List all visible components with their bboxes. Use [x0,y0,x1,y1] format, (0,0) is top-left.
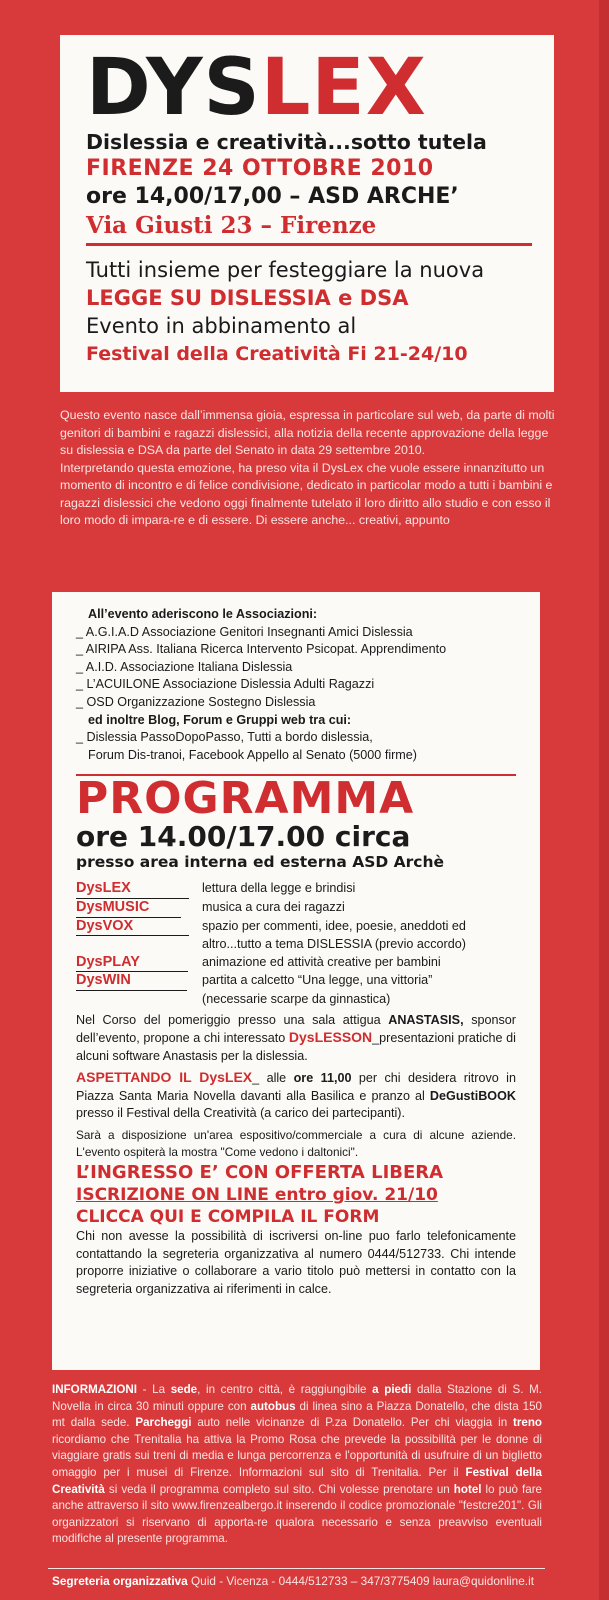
program-item-key: DysPLAY [76,954,188,973]
program-item-desc: animazione ed attività creative per bambini [202,954,441,969]
dyslesson-paragraph: Nel Corso del pomeriggio presso una sala attigua ANASTASIS, sponsor dell’evento, propone a chi interessato DysLESSON_presentazioni pratiche di alcuni software Anastasis per la dislessia. [76,1012,516,1063]
program-item-key: DysLEX [76,880,189,899]
program-item-key: DysVOX [76,918,189,937]
event-time: ore 14,00/17,00 – ASD ARCHE’ [86,184,459,209]
program-item-dysplay [76,954,522,973]
info-paragraph: INFORMAZIONI - La sede, in centro città, è raggiungibile a piedi dalla Stazione di S. M. Novella in circa 30 minuti oppure con autobus di linea sino a Piazza Donatello, che dista 150 mt dalla sede. Parcheggi auto nelle vicinanze di P.za Donatello. Per chi viaggia in treno ricordiamo che Trenitalia ha attiva la Promo Rosa che prevede la possibilità per le donne di viaggiare gratis sui treni di media e lunga percorrenza e l'opportunità di usufruire di un biglietto omaggio per i musei di Firenze. Informazioni sul sito di Trenitalia. Per il Festival della Creatività si veda il programma completo sul sito. Chi volesse prenotare un hotel lo può fare anche attraverso il sito www.firenzealbergo.it inserendo il codice promozionale "festcre201". Gli organizzatori si riservano di apporta-re qualora necessario e senza preavviso eventuali modifiche al presente programma. [52,1383,543,1546]
footer-divider [48,1568,545,1569]
header-box [60,35,554,392]
iscrizione-link[interactable]: ISCRIZIONE ON LINE entro giov. 21/10 [76,1185,438,1206]
associations-heading: All’evento aderiscono le Associazioni: [88,607,318,621]
clicca-form-link[interactable]: CLICCA QUI E COMPILA IL FORM [76,1207,380,1228]
event-date: FIRENZE 24 OTTOBRE 2010 [86,156,434,181]
expo-paragraph: Sarà a disposizione un'area espositivo/commerciale a cura di alcune aziende. L'evento ospiterà la mostra "Come vedono i daltonici". [76,1128,516,1159]
program-item-desc-cont: altro...tutto a tema DISLESSIA (previo accordo) [202,937,466,952]
program-box [52,592,540,1370]
program-item-desc: lettura della legge e brindisi [202,881,356,896]
program-item-desc-cont: (necessarie scarpe da ginnastica) [202,991,391,1006]
association-item: _ OSD Organizzazione Sostegno Dislessia [76,694,316,709]
ingresso-notice: L’INGRESSO E’ CON OFFERTA LIBERA [76,1162,444,1184]
program-item-desc: partita a calcetto “Una legge, una vittoria” [202,973,433,988]
header-line-1: Tutti insieme per festeggiare la nuova [86,258,485,282]
aspettando-paragraph: ASPETTANDO IL DysLEX_ alle ore 11,00 per chi desidera ritrovo in Piazza Santa Maria Novella davanti alla Basilica e pranzo al DeGustiBOOK presso il Festival della Creatività (a carico dei partecipanti). [76,1069,516,1121]
phone-paragraph: Chi non avesse la possibilità di iscriversi on-line puo farlo telefonicamente contattando la segreteria organizzativa al numero 0444/512733. Chi intende proporre iniziative o collaborare a vario titolo può mettersi in contatto con la segreteria organizzativa ai riferimenti in calce. [76,1229,516,1296]
program-item-dysvox [76,918,522,937]
programma-place: presso area interna ed esterna ASD Archè [76,853,445,872]
program-item-desc: musica a cura dei ragazzi [202,899,345,914]
dyslex-logo: DYSLEX [86,43,427,133]
header-line-2: LEGGE SU DISLESSIA e DSA [86,286,409,310]
program-item-desc: spazio per commenti, idee, poesie, aneddoti ed [202,918,466,933]
program-item-key: DysMUSIC [76,899,181,918]
association-item: _ A.G.I.A.D Associazione Genitori Insegnanti Amici Dislessia [76,624,413,639]
web-groups-line-1: _ Dislessia PassoDopoPasso, Tutti a bordo dislessia, [76,730,373,745]
program-item-dysmusic [76,899,522,918]
intro-paragraph-1: Questo evento nasce dall’immensa gioia, espressa in particolare sul web, da parte di molti genitori di bambini e ragazzi dislessici, alla notizia della recente approvazione della legge su dislessia e DSA da parte del Senato in data 29 settembre 2010. [60,408,555,457]
event-subtitle: Dislessia e creatività...sotto tutela [86,130,487,154]
programma-title: PROGRAMMA [76,773,415,825]
footer-contacts: Segreteria organizzativa Quid - Vicenza - 0444/512733 – 347/3775409 laura@quidonline.it [52,1574,534,1588]
association-item: _ A.I.D. Associazione Italiana Dislessia [76,659,293,674]
program-item-key: DysWIN [76,972,187,991]
header-line-3: Evento in abbinamento al [86,314,357,338]
event-address: Via Giusti 23 – Firenze [86,211,532,246]
programma-time: ore 14.00/17.00 circa [76,820,411,854]
program-item-dyswin [76,972,522,991]
intro-text [60,407,555,530]
header-line-4: Festival della Creatività Fi 21-24/10 [86,343,468,365]
right-edge-stripe [599,0,609,1600]
association-item: _ AIRIPA Ass. Italiana Ricerca Intervento Psicopat. Apprendimento [76,642,447,657]
association-item: _ L’ACUILONE Associazione Dislessia Adulti Ragazzi [76,677,375,692]
intro-paragraph-2: Interpretando questa emozione, ha preso vita il DysLex che vuole essere innanzitutto un momento di incontro e di felice condivisione, dedicato in particolar modo a tutti i bambini e ragazzi dislessici che vedono oggi finalmente tutelato il loro diritto allo studio e con esso il loro modo di impara-re e di essere. Di essere anche... creativi, appunto [60,460,553,527]
web-groups-line-2: Forum Dis-tranoi, Facebook Appello al Senato (5000 firme) [88,747,417,762]
web-groups-heading: ed inoltre Blog, Forum e Gruppi web tra cui: [88,712,352,727]
program-item-dyslex [76,880,522,899]
